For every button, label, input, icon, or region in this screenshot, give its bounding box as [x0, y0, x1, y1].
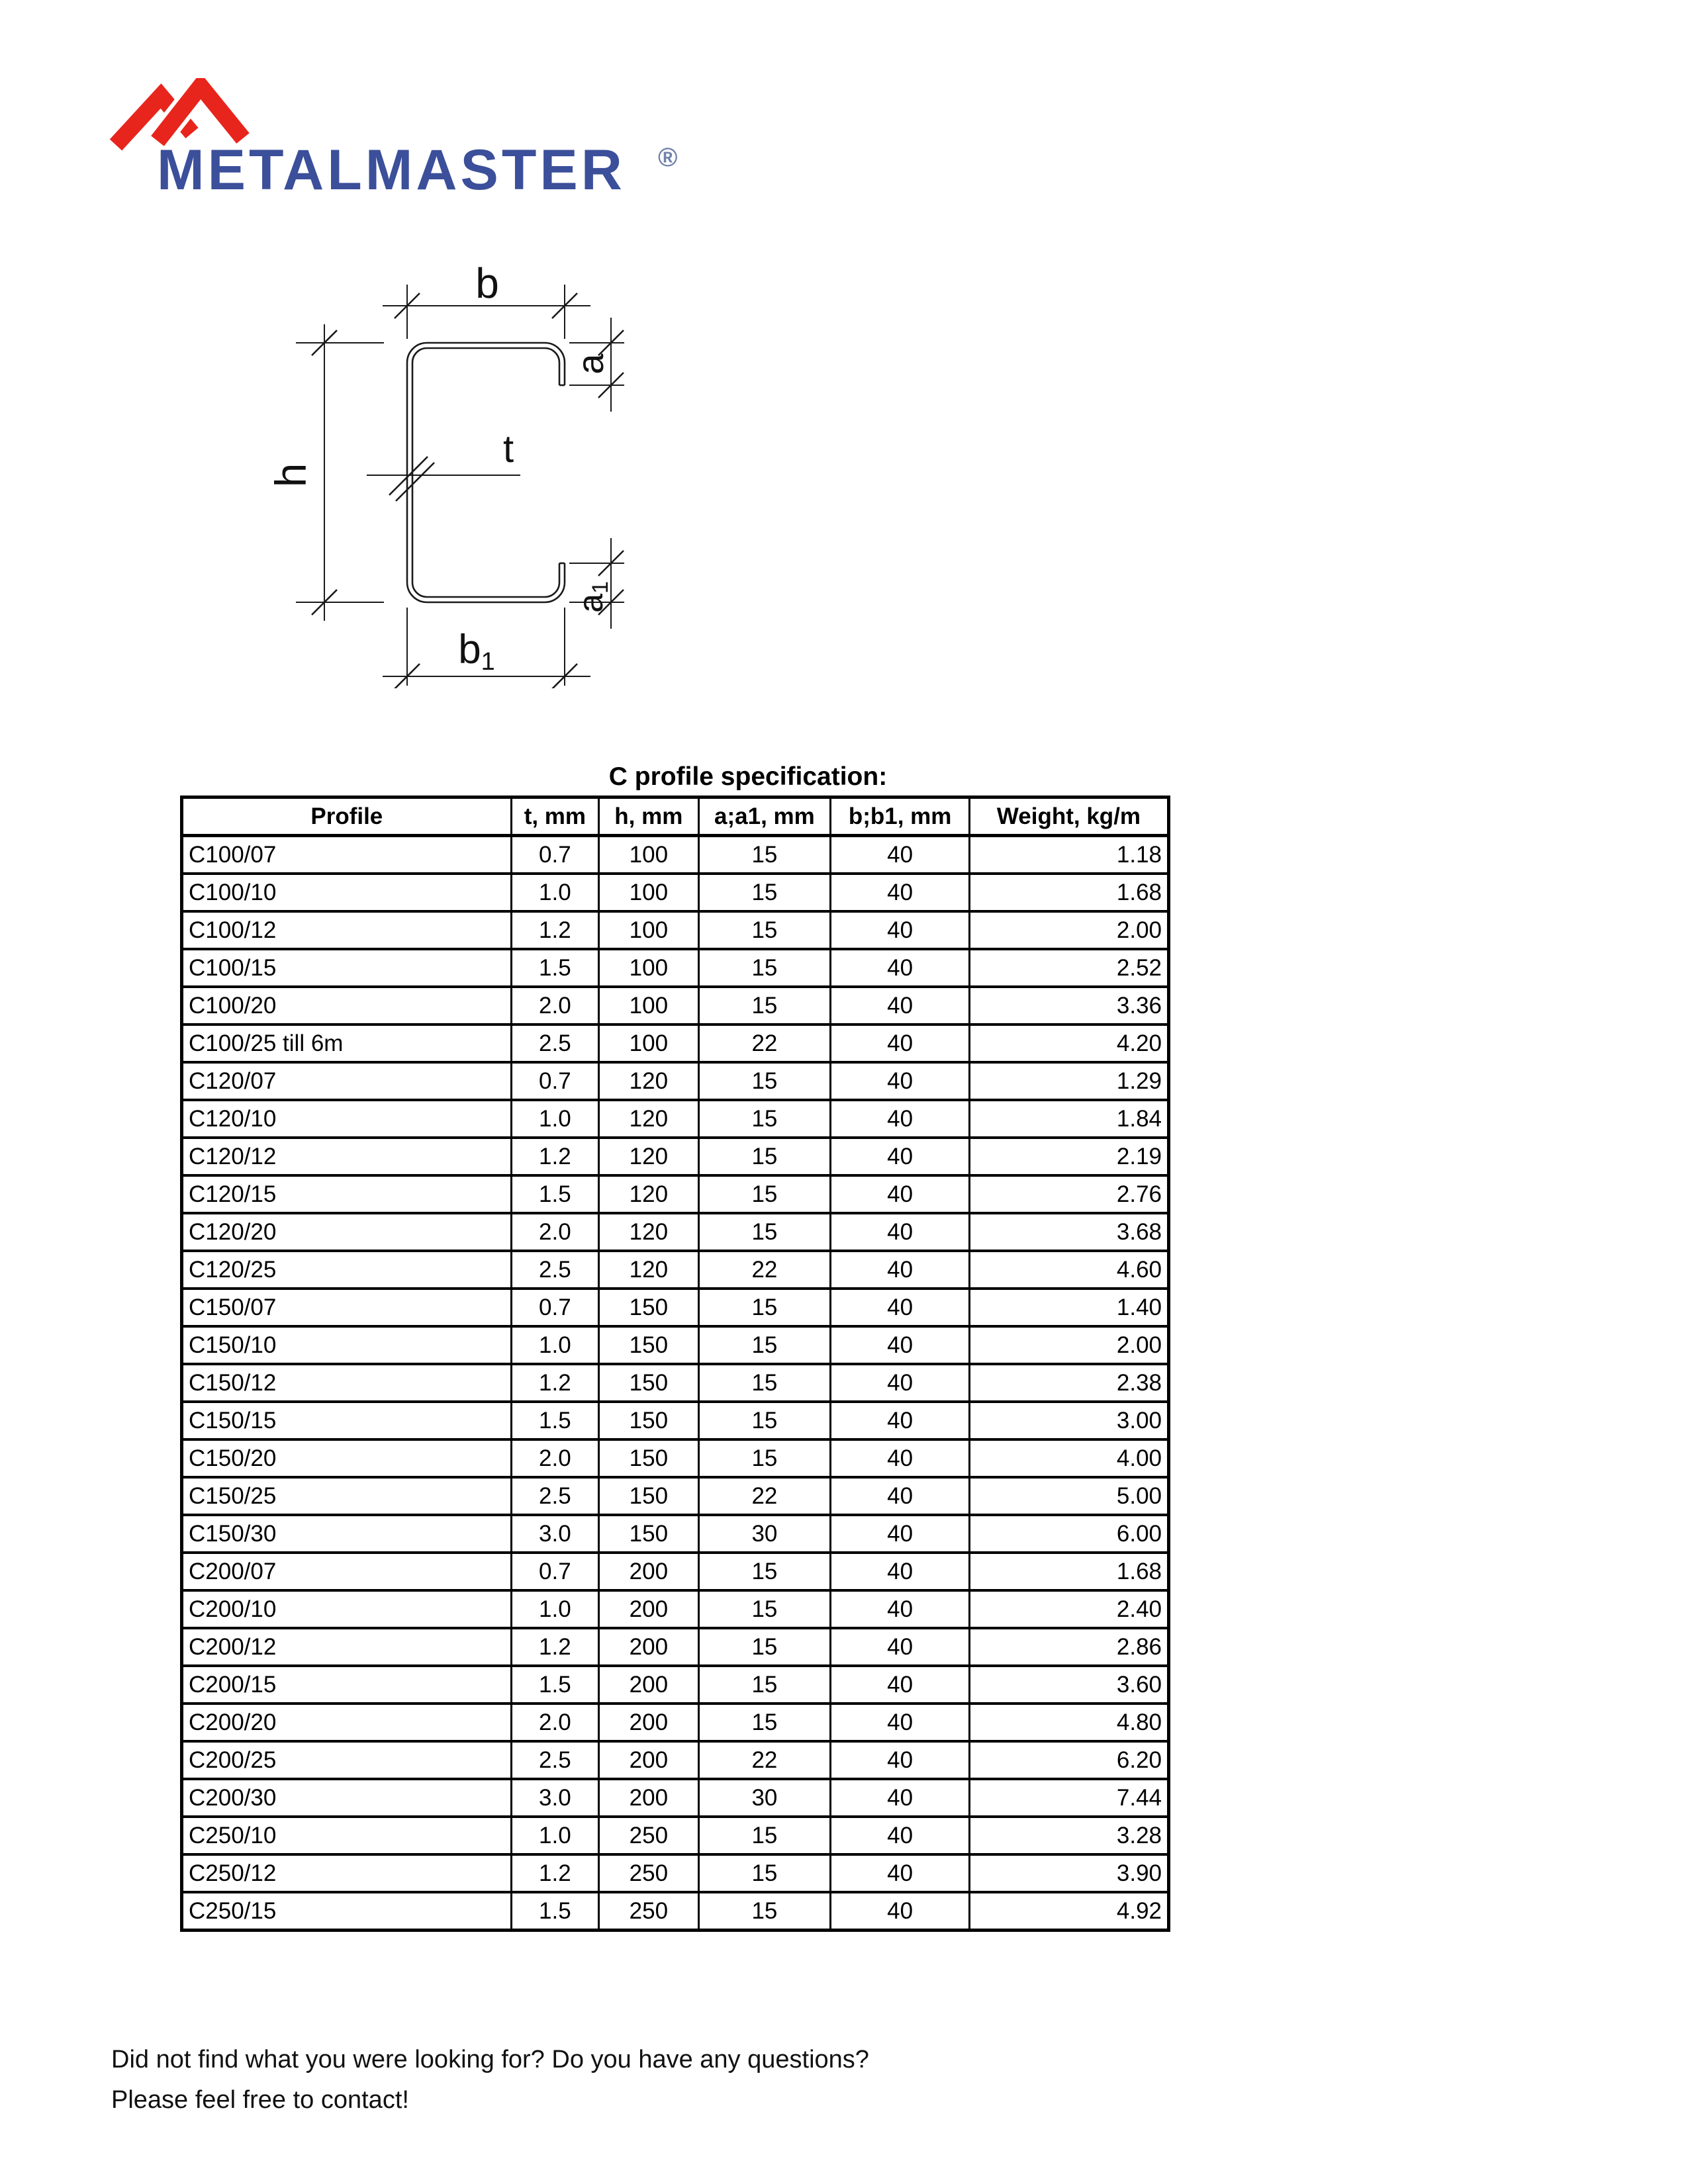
table-cell: 40	[831, 1779, 970, 1817]
table-cell: 100	[599, 1024, 699, 1062]
table-cell: 2.52	[969, 949, 1168, 987]
table-row	[182, 1666, 1169, 1704]
table-cell: 2.5	[511, 1024, 598, 1062]
table-title: C profile specification:	[608, 762, 888, 791]
table-cell: 1.0	[511, 874, 598, 911]
table-cell: 15	[698, 1817, 831, 1854]
table-cell: 150	[599, 1439, 699, 1477]
table-row	[182, 1062, 1169, 1100]
table-cell: 120	[599, 1175, 699, 1213]
table-cell: 15	[698, 1289, 831, 1326]
brand-name: METALMASTER	[157, 138, 626, 202]
table-cell: C100/20	[182, 987, 512, 1024]
footer-line-2: Please feel free to contact!	[111, 2086, 409, 2114]
table-cell: 15	[698, 1590, 831, 1628]
table-cell: 120	[599, 1138, 699, 1175]
table-cell: 3.00	[969, 1402, 1168, 1439]
table-cell: 3.28	[969, 1817, 1168, 1854]
table-cell: 40	[831, 874, 970, 911]
table-cell: 2.0	[511, 1704, 598, 1741]
table-cell: 15	[698, 1175, 831, 1213]
table-cell: 3.90	[969, 1854, 1168, 1892]
table-cell: 100	[599, 874, 699, 911]
table-cell: C100/12	[182, 911, 512, 949]
table-cell: 1.2	[511, 1854, 598, 1892]
table-cell: 200	[599, 1666, 699, 1704]
table-cell: 2.0	[511, 987, 598, 1024]
table-cell: 15	[698, 1100, 831, 1138]
table-cell: 22	[698, 1251, 831, 1289]
table-cell: 40	[831, 1854, 970, 1892]
table-cell: 15	[698, 1704, 831, 1741]
table-cell: 2.5	[511, 1477, 598, 1515]
c-profile-diagram	[252, 225, 635, 688]
table-cell: 1.5	[511, 949, 598, 987]
dim-label-t: t	[502, 428, 514, 471]
table-cell: C150/25	[182, 1477, 512, 1515]
table-cell: 1.40	[969, 1289, 1168, 1326]
table-cell: 2.40	[969, 1590, 1168, 1628]
table-row	[182, 1817, 1169, 1854]
dim-label-h: h	[266, 463, 315, 488]
table-cell: 2.0	[511, 1439, 598, 1477]
table-cell: 3.60	[969, 1666, 1168, 1704]
column-header: b;b1, mm	[831, 797, 970, 836]
table-cell: C100/07	[182, 836, 512, 874]
table-cell: 15	[698, 836, 831, 874]
table-cell: 40	[831, 1741, 970, 1779]
table-cell: 5.00	[969, 1477, 1168, 1515]
table-cell: 40	[831, 1289, 970, 1326]
table-cell: 40	[831, 1590, 970, 1628]
table-cell: 30	[698, 1779, 831, 1817]
table-cell: 120	[599, 1213, 699, 1251]
table-cell: 15	[698, 1553, 831, 1590]
table-cell: 1.5	[511, 1892, 598, 1931]
table-cell: C120/07	[182, 1062, 512, 1100]
table-row	[182, 1175, 1169, 1213]
table-row	[182, 1138, 1169, 1175]
column-header: t, mm	[511, 797, 598, 836]
table-cell: 22	[698, 1024, 831, 1062]
table-cell: 200	[599, 1704, 699, 1741]
table-cell: 40	[831, 1515, 970, 1553]
table-row	[182, 949, 1169, 987]
table-row	[182, 1779, 1169, 1817]
table-cell: 2.5	[511, 1251, 598, 1289]
table-cell: 2.00	[969, 1326, 1168, 1364]
table-row	[182, 1628, 1169, 1666]
table-cell: C150/30	[182, 1515, 512, 1553]
table-cell: C120/12	[182, 1138, 512, 1175]
table-cell: 2.86	[969, 1628, 1168, 1666]
table-cell: 40	[831, 1364, 970, 1402]
table-cell: 200	[599, 1590, 699, 1628]
table-cell: 40	[831, 1477, 970, 1515]
table-cell: 1.5	[511, 1402, 598, 1439]
table-cell: 15	[698, 987, 831, 1024]
table-row	[182, 1251, 1169, 1289]
table-cell: 1.2	[511, 1628, 598, 1666]
table-row	[182, 1515, 1169, 1553]
table-row	[182, 1364, 1169, 1402]
table-cell: 40	[831, 987, 970, 1024]
table-cell: 1.84	[969, 1100, 1168, 1138]
table-cell: 22	[698, 1477, 831, 1515]
table-row	[182, 1213, 1169, 1251]
table-row	[182, 874, 1169, 911]
column-header: Profile	[182, 797, 512, 836]
table-row	[182, 987, 1169, 1024]
table-row	[182, 1100, 1169, 1138]
table-cell: 100	[599, 987, 699, 1024]
table-cell: 4.80	[969, 1704, 1168, 1741]
table-cell: 1.68	[969, 874, 1168, 911]
table-cell: 0.7	[511, 1289, 598, 1326]
table-cell: 2.0	[511, 1213, 598, 1251]
table-cell: 6.00	[969, 1515, 1168, 1553]
table-cell: C120/10	[182, 1100, 512, 1138]
table-cell: C120/25	[182, 1251, 512, 1289]
table-cell: 120	[599, 1062, 699, 1100]
column-header: h, mm	[599, 797, 699, 836]
table-cell: 3.68	[969, 1213, 1168, 1251]
table-cell: 1.68	[969, 1553, 1168, 1590]
table-cell: 3.36	[969, 987, 1168, 1024]
table-cell: 15	[698, 1854, 831, 1892]
table-row	[182, 1854, 1169, 1892]
table-cell: 1.2	[511, 1138, 598, 1175]
table-cell: 4.60	[969, 1251, 1168, 1289]
table-cell: C200/30	[182, 1779, 512, 1817]
table-cell: 250	[599, 1892, 699, 1931]
table-cell: 40	[831, 1628, 970, 1666]
table-cell: 40	[831, 1439, 970, 1477]
table-cell: 150	[599, 1289, 699, 1326]
table-cell: 15	[698, 1628, 831, 1666]
dim-label-a: a	[569, 353, 611, 375]
table-cell: 250	[599, 1854, 699, 1892]
table-row	[182, 1704, 1169, 1741]
table-cell: 2.19	[969, 1138, 1168, 1175]
table-row	[182, 1892, 1169, 1931]
table-cell: 1.2	[511, 1364, 598, 1402]
table-cell: 120	[599, 1100, 699, 1138]
table-cell: 40	[831, 1892, 970, 1931]
table-cell: 4.92	[969, 1892, 1168, 1931]
table-cell: 0.7	[511, 1553, 598, 1590]
c-profile-outline	[407, 343, 565, 602]
table-cell: C150/12	[182, 1364, 512, 1402]
table-cell: C120/15	[182, 1175, 512, 1213]
table-cell: 15	[698, 911, 831, 949]
table-row	[182, 1326, 1169, 1364]
dim-label-b: b	[475, 259, 499, 307]
table-cell: 2.5	[511, 1741, 598, 1779]
table-cell: 150	[599, 1402, 699, 1439]
table-cell: 40	[831, 1175, 970, 1213]
table-cell: 2.76	[969, 1175, 1168, 1213]
table-cell: 40	[831, 1213, 970, 1251]
table-cell: 1.0	[511, 1326, 598, 1364]
table-cell: C150/15	[182, 1402, 512, 1439]
table-cell: 15	[698, 1326, 831, 1364]
table-header-row	[182, 797, 1169, 836]
table-cell: C200/10	[182, 1590, 512, 1628]
table-cell: 40	[831, 1666, 970, 1704]
table-cell: 1.0	[511, 1590, 598, 1628]
dim-label-b1: b1	[458, 627, 495, 676]
table-cell: C250/12	[182, 1854, 512, 1892]
table-cell: 40	[831, 1326, 970, 1364]
table-cell: 40	[831, 1062, 970, 1100]
table-cell: 4.20	[969, 1024, 1168, 1062]
table-cell: 15	[698, 1138, 831, 1175]
footer-line-1: Did not find what you were looking for? Do you have any questions?	[111, 2046, 869, 2073]
table-cell: 15	[698, 1364, 831, 1402]
table-cell: 15	[698, 1402, 831, 1439]
table-cell: 40	[831, 1024, 970, 1062]
table-cell: 6.20	[969, 1741, 1168, 1779]
table-cell: 1.29	[969, 1062, 1168, 1100]
table-cell: 1.2	[511, 911, 598, 949]
table-cell: 30	[698, 1515, 831, 1553]
table-cell: 1.0	[511, 1100, 598, 1138]
table-cell: 40	[831, 836, 970, 874]
table-cell: 0.7	[511, 1062, 598, 1100]
table-cell: 0.7	[511, 836, 598, 874]
table-row	[182, 911, 1169, 949]
table-cell: 22	[698, 1741, 831, 1779]
table-cell: 40	[831, 1704, 970, 1741]
table-cell: C100/15	[182, 949, 512, 987]
spec-table	[180, 796, 1170, 1932]
table-row	[182, 836, 1169, 874]
table-cell: 150	[599, 1364, 699, 1402]
table-row	[182, 1741, 1169, 1779]
table-cell: C120/20	[182, 1213, 512, 1251]
table-cell: 15	[698, 1062, 831, 1100]
table-cell: 40	[831, 1100, 970, 1138]
table-cell: 1.5	[511, 1666, 598, 1704]
table-cell: C150/10	[182, 1326, 512, 1364]
table-cell: 40	[831, 1402, 970, 1439]
table-cell: C200/25	[182, 1741, 512, 1779]
table-cell: 2.38	[969, 1364, 1168, 1402]
table-cell: 150	[599, 1326, 699, 1364]
table-cell: C150/20	[182, 1439, 512, 1477]
table-cell: C250/10	[182, 1817, 512, 1854]
table-cell: 40	[831, 949, 970, 987]
table-cell: 15	[698, 1666, 831, 1704]
table-cell: 120	[599, 1251, 699, 1289]
table-cell: 15	[698, 874, 831, 911]
table-cell: 100	[599, 949, 699, 987]
table-cell: 40	[831, 1251, 970, 1289]
table-cell: 1.18	[969, 836, 1168, 874]
table-cell: 40	[831, 1138, 970, 1175]
table-row	[182, 1402, 1169, 1439]
metalmaster-logo	[105, 78, 700, 204]
table-cell: C150/07	[182, 1289, 512, 1326]
column-header: Weight, kg/m	[969, 797, 1168, 836]
table-row	[182, 1553, 1169, 1590]
table-row	[182, 1590, 1169, 1628]
spec-table-body	[182, 836, 1169, 1931]
table-cell: 1.0	[511, 1817, 598, 1854]
table-cell: 15	[698, 1892, 831, 1931]
table-cell: 15	[698, 949, 831, 987]
table-cell: 3.0	[511, 1779, 598, 1817]
table-cell: C200/12	[182, 1628, 512, 1666]
table-cell: 200	[599, 1779, 699, 1817]
table-cell: 150	[599, 1477, 699, 1515]
table-cell: 40	[831, 1553, 970, 1590]
table-cell: C100/10	[182, 874, 512, 911]
table-cell: 250	[599, 1817, 699, 1854]
table-cell: C200/20	[182, 1704, 512, 1741]
column-header: a;a1, mm	[698, 797, 831, 836]
table-cell: C200/15	[182, 1666, 512, 1704]
table-cell: 2.00	[969, 911, 1168, 949]
table-cell: 4.00	[969, 1439, 1168, 1477]
dim-label-a1: a1	[572, 581, 613, 613]
table-cell: C200/07	[182, 1553, 512, 1590]
table-cell: 200	[599, 1553, 699, 1590]
table-cell: 3.0	[511, 1515, 598, 1553]
table-cell: 150	[599, 1515, 699, 1553]
table-cell: 40	[831, 911, 970, 949]
table-row	[182, 1439, 1169, 1477]
table-cell: 15	[698, 1439, 831, 1477]
table-cell: 100	[599, 911, 699, 949]
table-cell: 40	[831, 1817, 970, 1854]
table-cell: 1.5	[511, 1175, 598, 1213]
table-cell: 100	[599, 836, 699, 874]
table-cell: 200	[599, 1741, 699, 1779]
table-cell: 200	[599, 1628, 699, 1666]
table-cell: 7.44	[969, 1779, 1168, 1817]
table-cell: 15	[698, 1213, 831, 1251]
table-cell: C100/25 till 6m	[182, 1024, 512, 1062]
footer-note	[111, 2040, 869, 2120]
table-row	[182, 1477, 1169, 1515]
table-cell: C250/15	[182, 1892, 512, 1931]
table-row	[182, 1024, 1169, 1062]
table-row	[182, 1289, 1169, 1326]
registered-trademark-icon: ®	[658, 143, 678, 172]
